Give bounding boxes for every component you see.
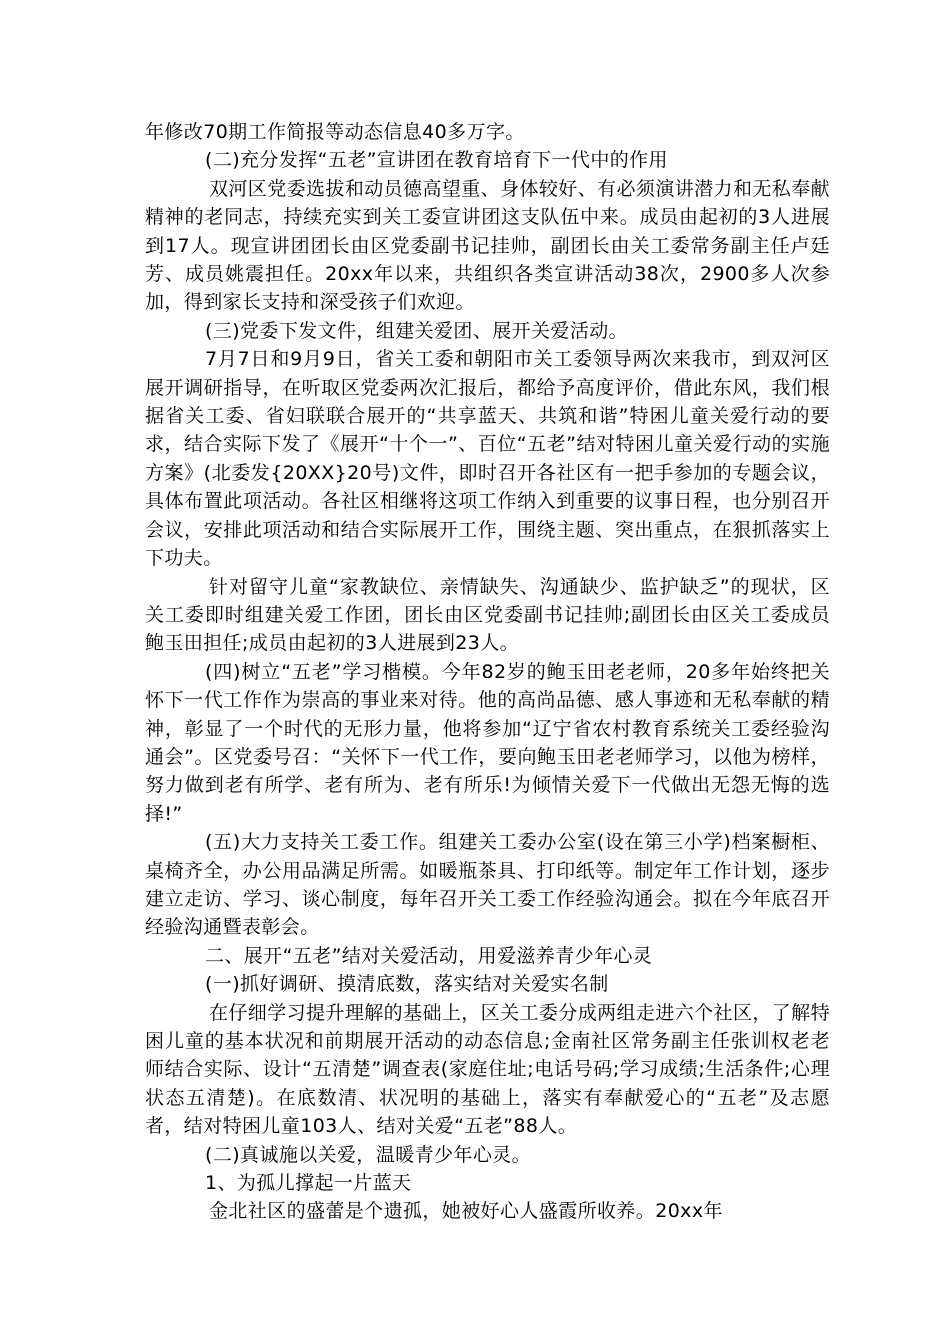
section-heading: (三)党委下发文件，组建关爱团、展开关爱活动。 — [205, 319, 629, 342]
section-heading: 1、为孤儿撑起一片蓝天 — [205, 1172, 412, 1195]
section-heading: (二)真诚施以关爱，温暖青少年心灵。 — [205, 1143, 532, 1166]
paragraph: (四)树立“五老”学习楷模。今年82岁的鲍玉田老老师，20多年始终把关怀下一代工作作为崇高的事业来对待。他的高尚品德、感人事迹和无私奉献的精神，彰显了一个时代的无形力量，他将参加“辽宁省农村教育系统关工委经验沟通会”。区党委号召：“关怀下一代工作，要向鲍玉田老老师学习，以他为榜样，努力做到老有所学、老有所为、老有所乐!为倾情关爱下一代做出无怨无悔的选择!” — [145, 660, 830, 825]
section-heading: (二)充分发挥“五老”宣讲团在教育培育下一代中的作用 — [205, 149, 668, 172]
section-heading: 二、展开“五老”结对关爱活动，用爱滋养青少年心灵 — [205, 944, 653, 967]
document-body — [145, 118, 830, 1226]
paragraph: (五)大力支持关工委工作。组建关工委办公室(设在第三小学)档案橱柜、桌椅齐全，办公用品满足所需。如暖瓶茶具、打印纸等。制定年工作计划，逐步建立走访、学习、谈心制度，每年召开关工委工作经验沟通会。拟在今年底召开经验沟通暨表彰会。 — [145, 831, 830, 939]
paragraph: 金北社区的盛蕾是个遗孤，她被好心人盛霞所收养。20xx年 — [209, 1200, 723, 1223]
paragraph: 7月7日和9月9日，省关工委和朝阳市关工委领导两次来我市，到双河区展开调研指导，在听取区党委两次汇报后，都给予高度评价，借此东风，我们根据省关工委、省妇联联合展开的“共享蓝天、共筑和谐”特困儿童关爱行动的要求，结合实际下发了《展开“十个一”、百位“五老”结对特困儿童关爱行动的实施方案》(北委发{20XX}20号)文件，即时召开各社区有一把手参加的专题会议，具体布置此项活动。各社区相继将这项工作纳入到重要的议事日程，也分别召开会议，安排此项活动和结合实际展开工作，围绕主题、突出重点，在狠抓落实上下功夫。 — [145, 348, 830, 570]
section-heading: (一)抓好调研、摸清底数，落实结对关爱实名制 — [205, 973, 609, 996]
paragraph: 年修改70期工作简报等动态信息40多万字。 — [145, 121, 525, 143]
paragraph: 在仔细学习提升理解的基础上，区关工委分成两组走进六个社区，了解特困儿童的基本状况和前期展开活动的动态信息;金南社区常务副主任张训权老老师结合实际、设计“五清楚”调查表(家庭住址;电话号码;学习成绩;生活条件;心理状态五清楚)。在底数清、状况明的基础上，落实有奉献爱心的“五老”及志愿者，结对特困儿童103人、结对关爱“五老”88人。 — [145, 1001, 830, 1138]
paragraph: 双河区党委选拔和动员德高望重、身体较好、有必须演讲潜力和无私奉献精神的老同志，持续充实到关工委宣讲团这支队伍中来。成员由起初的3人进展到17人。现宣讲团团长由区党委副书记挂帅，副团长由关工委常务副主任卢廷芳、成员姚震担任。20xx年以来，共组织各类宣讲活动38次，2900多人次参加，得到家长支持和深受孩子们欢迎。 — [145, 177, 830, 314]
paragraph: 针对留守儿童“家教缺位、亲情缺失、沟通缺少、监护缺乏”的现状，区关工委即时组建关爱工作团，团长由区党委副书记挂帅;副团长由区关工委成员鲍玉田担任;成员由起初的3人进展到23人。 — [145, 575, 830, 655]
